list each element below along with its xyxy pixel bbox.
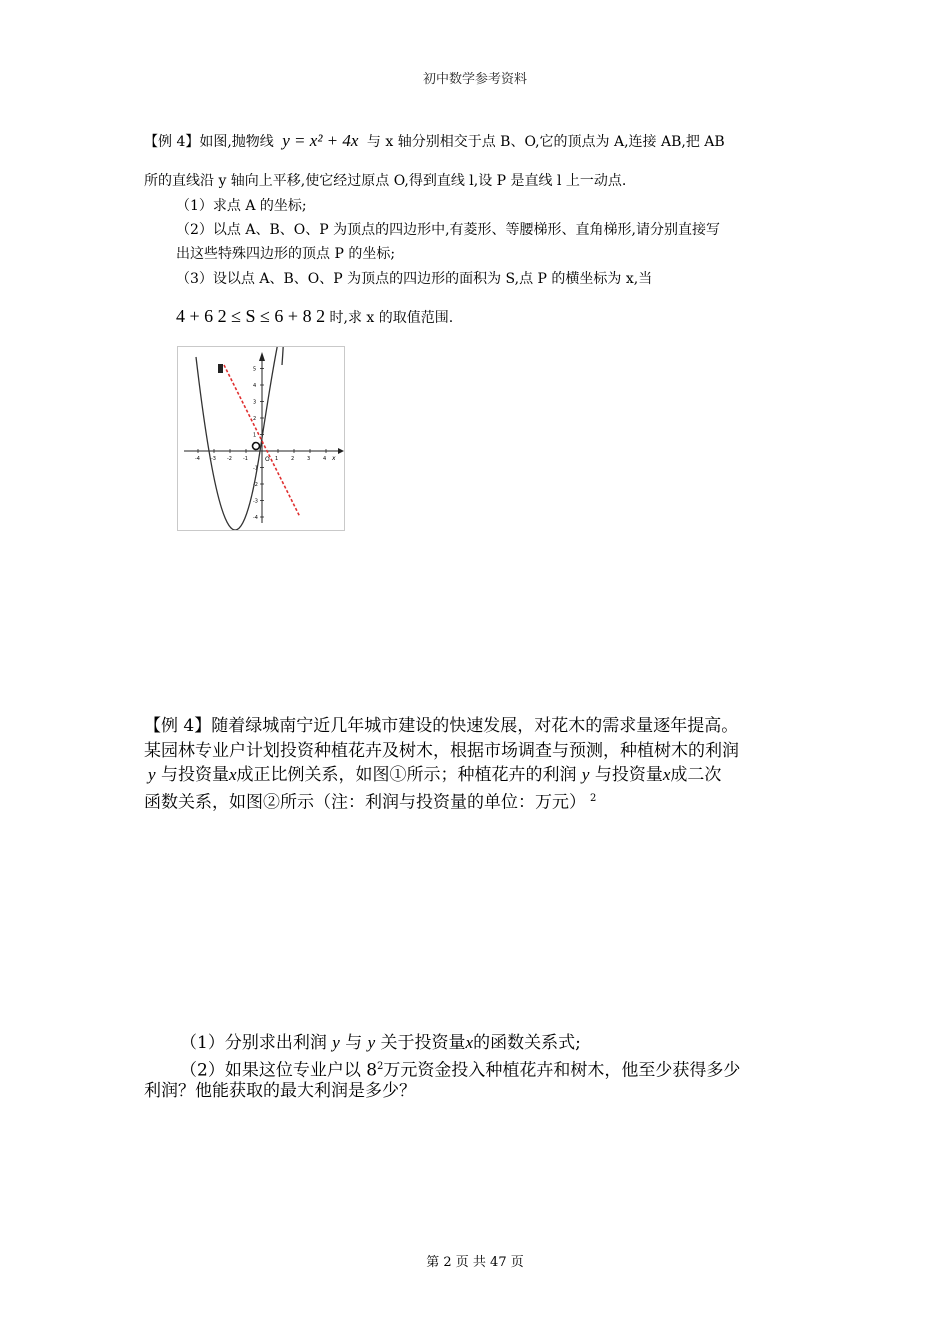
ex2-line4-sup: 2 [590, 793, 597, 804]
y-tick-label: -4 [253, 515, 258, 521]
ex2-q1-d: 的函数关系式; [473, 1033, 581, 1053]
ex2-q2-sup: 2 [377, 1061, 384, 1072]
ex1-line1-suffix: 与 x 轴分别相交于点 B、O,它的顶点为 A,连接 AB,把 AB [366, 134, 725, 150]
parabola-graph [177, 346, 345, 531]
parabola-equation: y = x² + 4x [282, 131, 359, 150]
var-x1: x [228, 765, 237, 784]
ex2-line4-text: 函数关系，如图②所示（注：利润与投资量的单位：万元） [144, 792, 586, 813]
ex2-question-1 [180, 1031, 581, 1055]
parabola-graph-svg [178, 347, 344, 530]
ex2-q2-b: 万元资金投入种植花卉和树木，他至少获得多少 [383, 1060, 741, 1081]
ex2-line3-c: 与投资量 [594, 765, 663, 785]
x-tick-label: -2 [227, 456, 232, 462]
y-tick-label: 5 [253, 366, 257, 373]
x-tick-label: -3 [211, 456, 216, 462]
ex1-question-2a: （2）以点 A、B、O、P 为顶点的四边形中,有菱形、等腰梯形、直角梯形,请分别直接写 [176, 222, 721, 238]
y-axis-arrow [259, 352, 265, 361]
y-tick-label: 4 [253, 383, 257, 389]
parabola-curve [196, 347, 284, 530]
ex1-question-2b: 出这些特殊四边形的顶点 P 的坐标; [176, 246, 396, 262]
y-tick-label: 2 [253, 416, 257, 422]
ex1-question-3-tail: 时,求 x 的取值范围. [329, 310, 454, 326]
y-tick-label: -2 [253, 482, 258, 488]
ex2-line1: 【例 4】随着绿城南宁近几年城市建设的快速发展，对花木的需求量逐年提高。 [144, 716, 739, 736]
ex2-line3-b: 成正比例关系，如图①所示；种植花卉的利润 [236, 765, 577, 785]
ex1-line1 [144, 131, 725, 151]
var-y1: y [148, 765, 156, 784]
line-label-marker [218, 364, 223, 373]
ex2-line3-a: 与投资量 [160, 765, 229, 785]
x-tick-label: -1 [243, 456, 248, 462]
ex1-question-3b [176, 306, 453, 327]
area-inequality: 4 + 6 2 ≤ S ≤ 6 + 8 2 [176, 306, 326, 326]
x-tick-label: 3 [307, 456, 311, 462]
x-tick-label: 2 [291, 456, 295, 462]
y-tick-label: -3 [253, 498, 258, 505]
ex1-line1-prefix: 【例 4】如图,抛物线 [144, 134, 274, 150]
ex1-question-3a: （3）设以点 A、B、O、P 为顶点的四边形的面积为 S,点 P 的横坐标为 x,当 [176, 271, 653, 287]
page-header: 初中数学参考资料 [422, 72, 527, 87]
x-axis-label: x [332, 455, 336, 462]
ex2-line3 [144, 763, 721, 787]
var-y4: y [367, 1033, 376, 1052]
var-y3: y [332, 1033, 340, 1052]
y-tick-label: 1 [253, 432, 257, 439]
x-tick-label: 4 [323, 456, 327, 462]
ex2-question-2b: 利润？他能获取的最大利润是多少？ [144, 1081, 416, 1101]
x-tick-label: -4 [195, 456, 200, 462]
ex1-question-1: （1）求点 A 的坐标; [176, 198, 307, 214]
ex2-q1-c: 关于投资量 [380, 1033, 466, 1053]
page-footer: 第 2 页 共 47 页 [426, 1255, 524, 1270]
ex2-q1-a: （1）分别求出利润 [180, 1033, 327, 1053]
var-x2: x [662, 765, 671, 784]
origin-label: O [265, 456, 270, 463]
ex2-line3-d: 成二次 [670, 765, 722, 785]
ex1-line2: 所的直线沿 y 轴向上平移,使它经过原点 O,得到直线 l,设 P 是直线 l 上一动点. [144, 173, 627, 189]
ex2-line2: 某园林专业户计划投资种植花卉及树木，根据市场调查与预测，种植树木的利润 [144, 741, 739, 761]
x-tick-label: 1 [275, 456, 279, 462]
x-axis-arrow [338, 448, 344, 454]
y-tick-label: 3 [253, 399, 257, 406]
var-x3: x [465, 1033, 474, 1052]
y-tick-label: -1 [253, 465, 258, 472]
origin-marker [253, 443, 260, 450]
var-y2: y [581, 765, 590, 784]
ex2-line4 [144, 787, 596, 815]
ex2-q1-b: 与 [345, 1033, 363, 1053]
ex2-q2-a: （2）如果这位专业户以 8 [180, 1060, 378, 1081]
